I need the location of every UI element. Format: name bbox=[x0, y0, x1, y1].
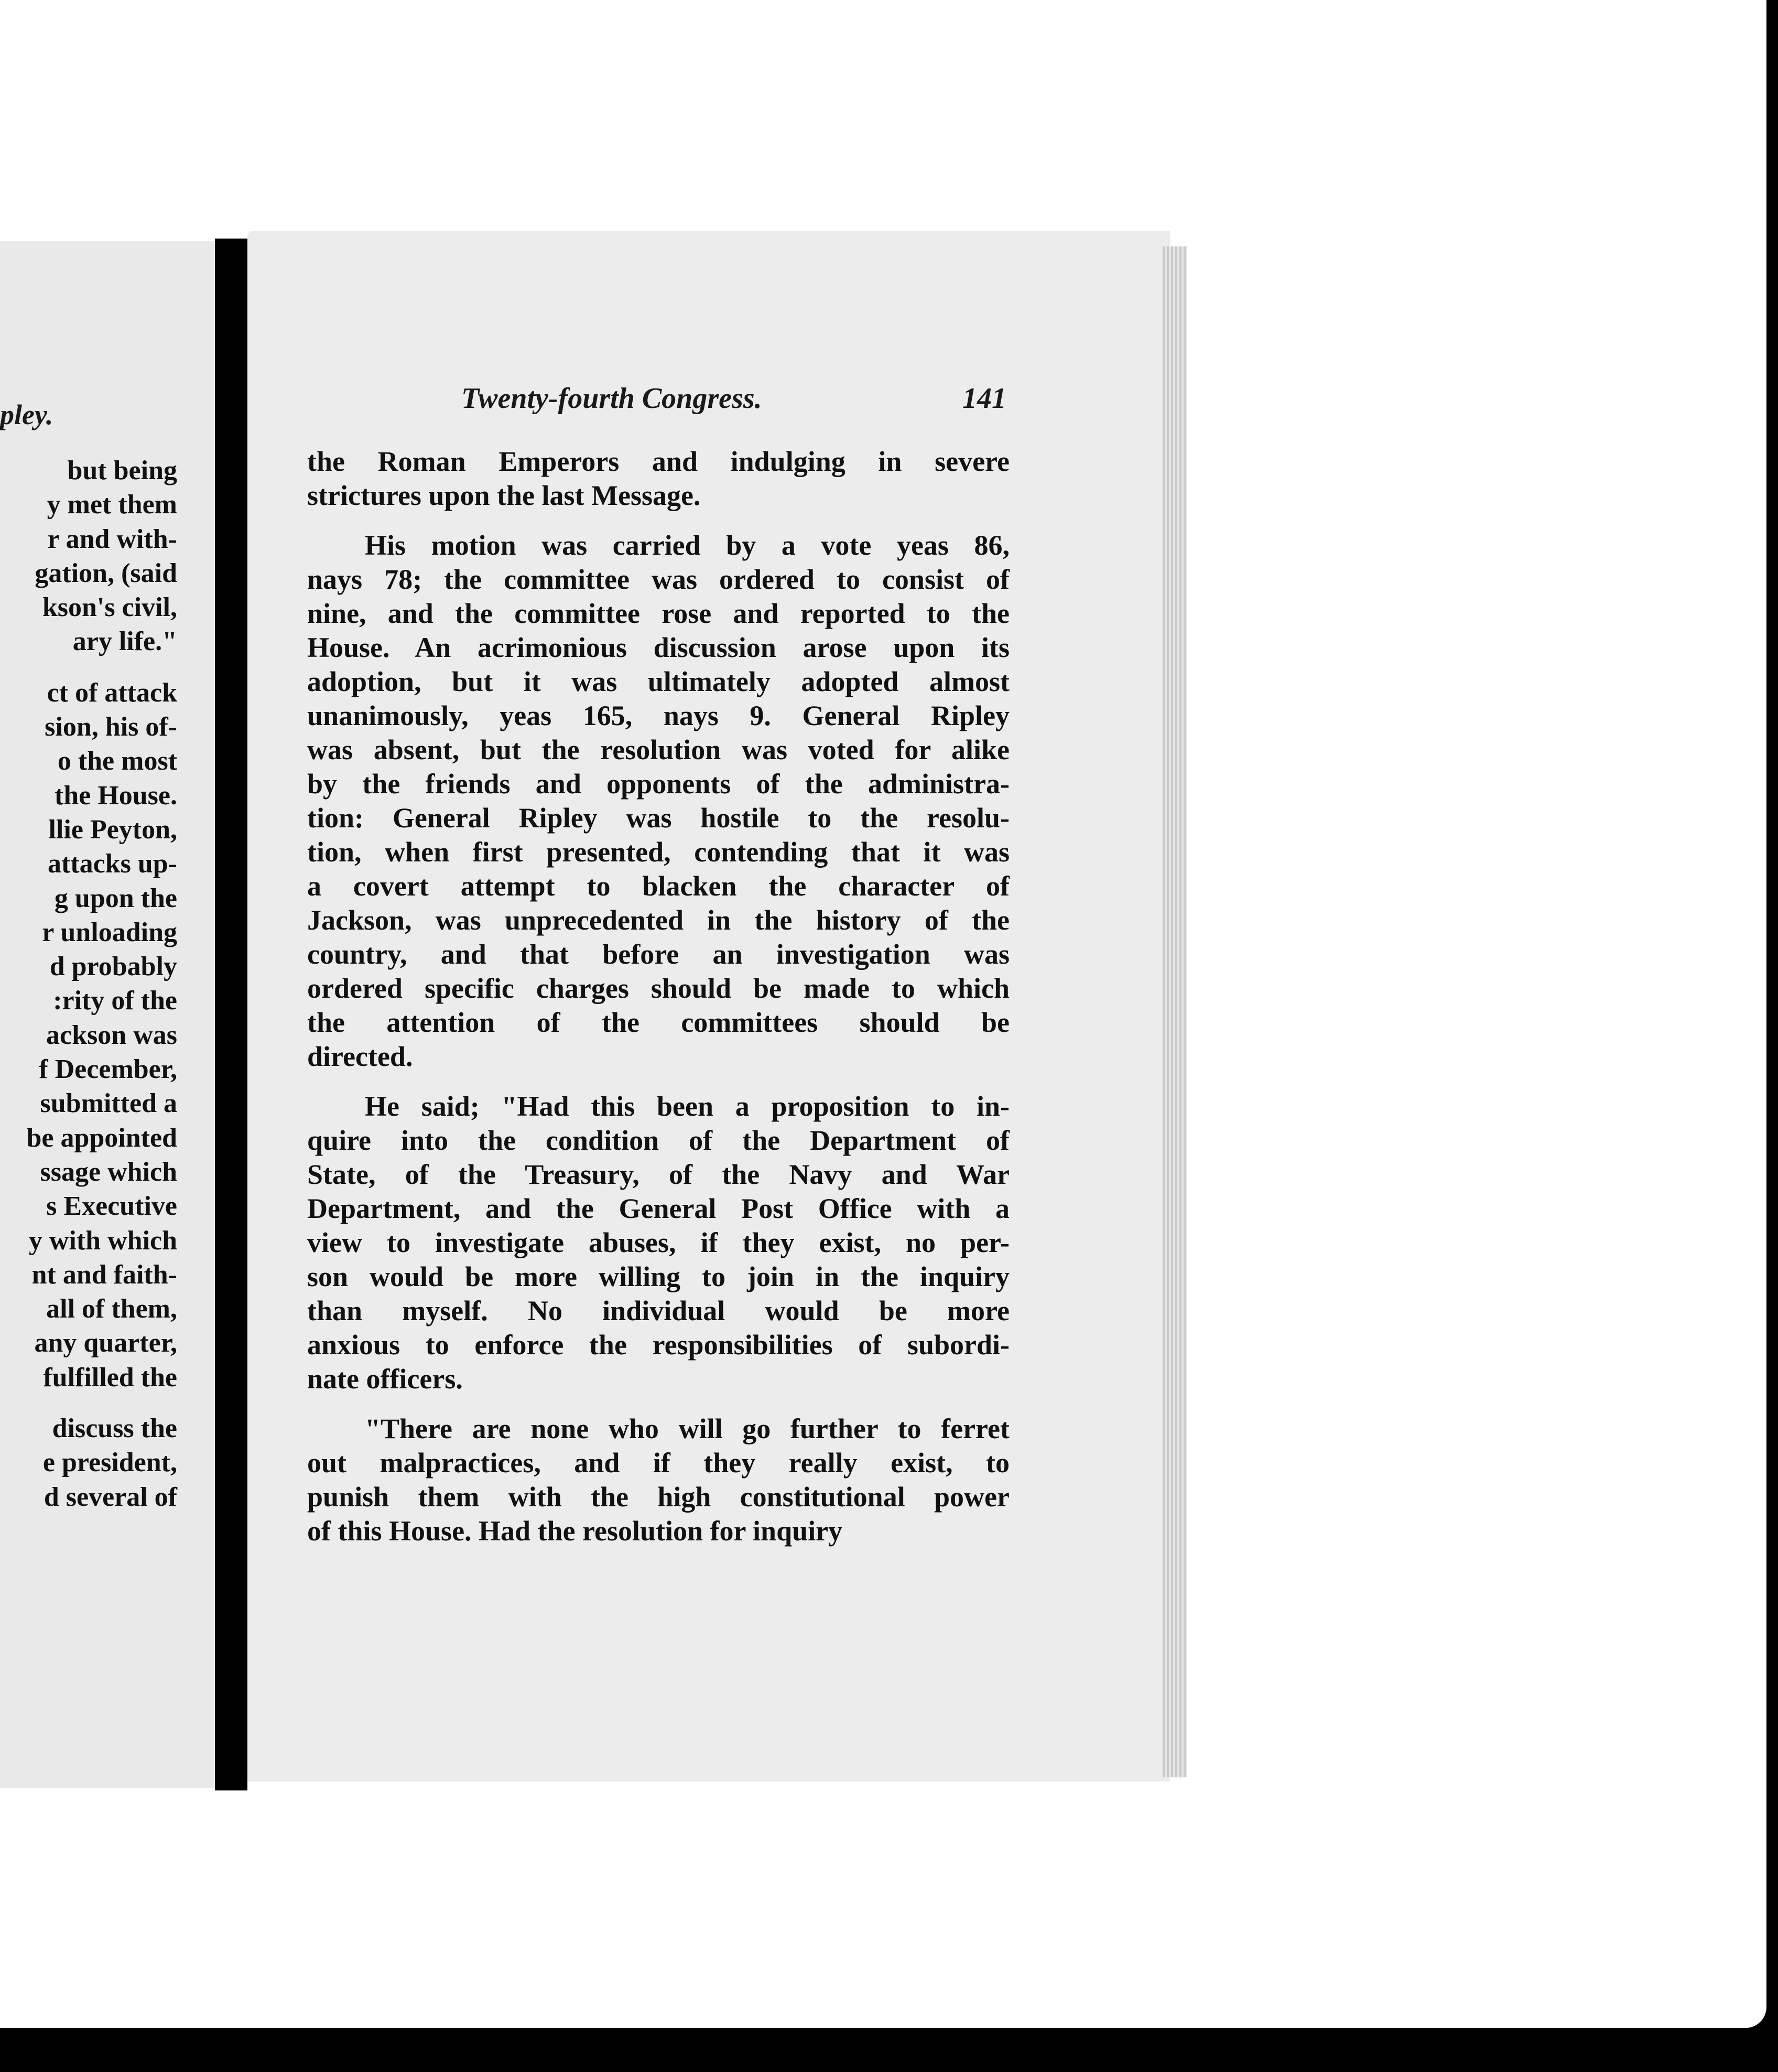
paragraph bbox=[307, 528, 1010, 1074]
text-line: punish them with the high constitutional power bbox=[307, 1481, 1010, 1513]
left-page-line: f December, bbox=[39, 1054, 177, 1085]
text-line: nine, and the committee rose and reported to the bbox=[307, 598, 1010, 629]
text-line: directed. bbox=[307, 1041, 413, 1072]
left-page-line: be appointed bbox=[26, 1123, 177, 1153]
text-line: anxious to enforce the responsibilities of subordi- bbox=[307, 1329, 1010, 1361]
left-page-line: gation, (said bbox=[35, 558, 177, 588]
left-page-line bbox=[0, 1395, 177, 1411]
text-line: adoption, but it was ultimately adopted almost bbox=[307, 666, 1010, 697]
text-line: House. An acrimonious discussion arose upon its bbox=[307, 632, 1010, 663]
left-page-line: ct of attack bbox=[47, 677, 177, 708]
left-page-line: s Executive bbox=[46, 1191, 177, 1222]
text-line: was absent, but the resolution was voted for alike bbox=[307, 734, 1010, 765]
text-line: His motion was carried by a vote yeas 86, bbox=[365, 530, 1010, 561]
text-line: by the friends and opponents of the administra- bbox=[307, 768, 1010, 800]
left-page-line: r unloading bbox=[42, 917, 177, 947]
left-page-line: submitted a bbox=[40, 1088, 177, 1119]
left-page-line: any quarter, bbox=[34, 1328, 177, 1358]
left-page-line: all of them, bbox=[46, 1294, 177, 1324]
running-head: Twenty-fourth Congress. bbox=[461, 382, 762, 415]
page-number: 141 bbox=[962, 382, 1006, 415]
text-line: of this House. Had the resolution for inquiry bbox=[307, 1515, 843, 1547]
left-page-line: fulfilled the bbox=[43, 1362, 177, 1393]
left-page-line: discuss the bbox=[52, 1413, 177, 1444]
text-line: view to investigate abuses, if they exist, no per- bbox=[307, 1227, 1010, 1258]
left-page-line: ssage which bbox=[40, 1157, 177, 1187]
book-gutter bbox=[215, 239, 247, 1790]
left-page-line: :rity of the bbox=[53, 986, 177, 1016]
paragraph bbox=[307, 1412, 1010, 1548]
text-line: nays 78; the committee was ordered to consist of bbox=[307, 564, 1010, 595]
paragraph bbox=[307, 445, 1010, 513]
page-edge bbox=[1163, 246, 1187, 1777]
left-page-line: d several of bbox=[44, 1482, 177, 1512]
text-line: nate officers. bbox=[307, 1363, 463, 1395]
text-line: the Roman Emperors and indulging in severe bbox=[307, 446, 1010, 477]
left-page-line: the House. bbox=[55, 780, 177, 811]
left-page-line: sion, his of- bbox=[45, 712, 177, 742]
left-page-line: y met them bbox=[47, 490, 177, 520]
left-page-line: llie Peyton, bbox=[48, 814, 177, 845]
text-line: ordered specific charges should be made to which bbox=[307, 973, 1010, 1004]
text-line: son would be more willing to join in the inquiry bbox=[307, 1261, 1010, 1292]
body-text bbox=[307, 445, 1010, 1564]
left-page-line bbox=[0, 659, 177, 676]
text-line: "There are none who will go further to ferret bbox=[365, 1413, 1010, 1444]
text-line: State, of the Treasury, of the Navy and War bbox=[307, 1159, 1010, 1190]
left-page-line: r and with- bbox=[47, 524, 177, 554]
text-line: out malpractices, and if they really exist, to bbox=[307, 1447, 1010, 1479]
text-line: than myself. No individual would be more bbox=[307, 1295, 1010, 1326]
left-page-line: kson's civil, bbox=[42, 592, 177, 623]
text-line: country, and that before an investigation was bbox=[307, 938, 1010, 970]
text-line: quire into the condition of the Department of bbox=[307, 1125, 1010, 1156]
left-page-line: but being bbox=[67, 456, 177, 485]
text-line: He said; "Had this been a proposition to in- bbox=[365, 1091, 1010, 1122]
left-page-text bbox=[0, 454, 177, 1514]
text-line: strictures upon the last Message. bbox=[307, 480, 701, 511]
text-line: Department, and the General Post Office with a bbox=[307, 1193, 1010, 1224]
left-page-line: ackson was bbox=[46, 1020, 177, 1050]
text-line: unanimously, yeas 165, nays 9. General Ripley bbox=[307, 700, 1010, 731]
text-line: the attention of the committees should be bbox=[307, 1007, 1010, 1038]
left-running-head: pley. bbox=[0, 399, 53, 430]
left-page-line: ary life." bbox=[72, 627, 177, 657]
left-page-line: o the most bbox=[57, 746, 177, 776]
left-page-line: d probably bbox=[49, 952, 177, 982]
left-page-line: nt and faith- bbox=[31, 1259, 177, 1290]
text-line: Jackson, was unprecedented in the history of the bbox=[307, 904, 1010, 936]
left-page-line: attacks up- bbox=[47, 849, 177, 879]
text-line: tion, when first presented, contending that it was bbox=[307, 836, 1010, 868]
paragraph bbox=[307, 1089, 1010, 1396]
left-page-line: g upon the bbox=[54, 883, 177, 913]
left-page-line: e president, bbox=[42, 1448, 177, 1478]
left-page bbox=[0, 241, 215, 1788]
text-line: tion: General Ripley was hostile to the resolu- bbox=[307, 802, 1010, 834]
text-line: a covert attempt to blacken the character of bbox=[307, 870, 1010, 902]
left-page-line: y with which bbox=[28, 1225, 177, 1256]
